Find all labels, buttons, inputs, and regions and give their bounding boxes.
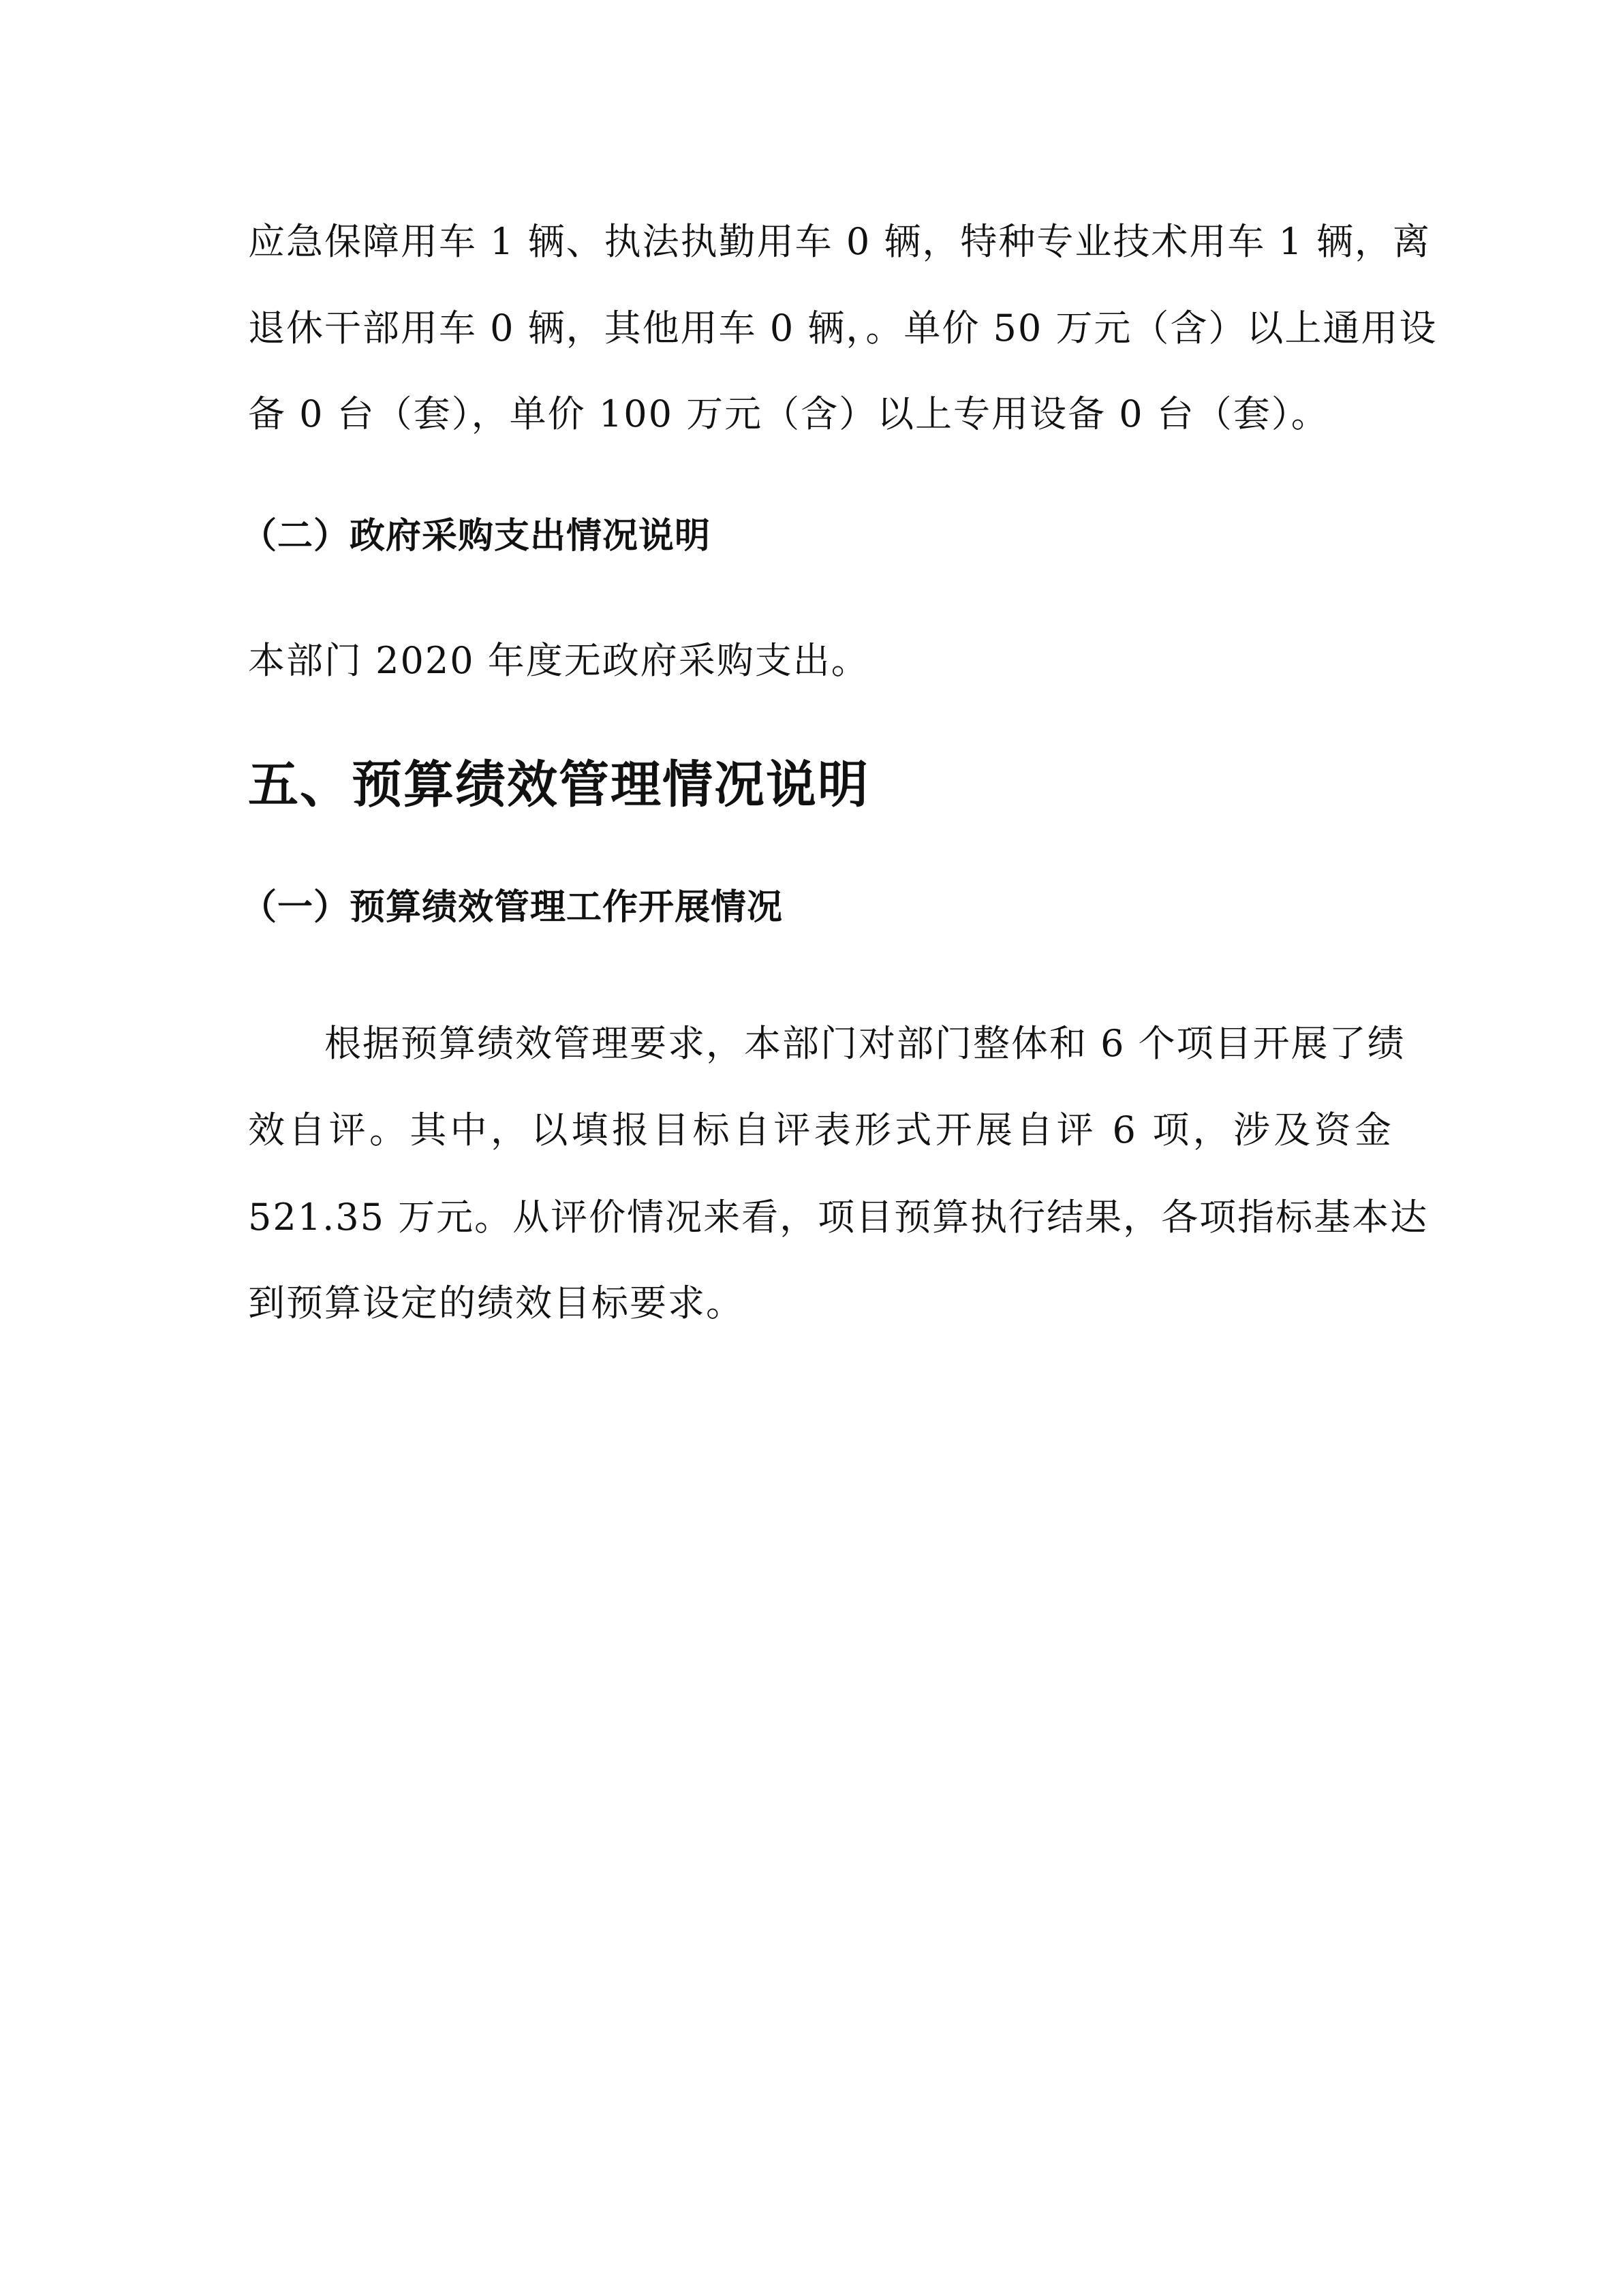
- performance-paragraph-line-1: 根据预算绩效管理要求，本部门对部门整体和 6 个项目开展了绩: [324, 1022, 1406, 1065]
- vehicles-paragraph-line-1: 应急保障用车 1 辆、执法执勤用车 0 辆，特种专业技术用车 1 辆，离: [248, 220, 1432, 263]
- procurement-section-text: 本部门 2020 年度无政府采购支出。: [248, 639, 869, 682]
- performance-paragraph-line-2: 效自评。其中，以填报目标自评表形式开展自评 6 项，涉及资金: [248, 1108, 1393, 1151]
- vehicles-paragraph-line-2: 退休干部用车 0 辆，其他用车 0 辆，。单价 50 万元（含）以上通用设: [248, 307, 1438, 350]
- performance-paragraph-line-3: 521.35 万元。从评价情况来看，项目预算执行结果，各项指标基本达: [248, 1196, 1429, 1239]
- section-five-title: 五、预算绩效管理情况说明: [248, 756, 869, 814]
- procurement-section-title: （二）政府采购支出情况说明: [241, 516, 711, 557]
- vehicles-paragraph-line-3: 备 0 台（套），单价 100 万元（含）以上专用设备 0 台（套）。: [248, 392, 1329, 435]
- performance-section-title: （一）预算绩效管理工作开展情况: [241, 887, 784, 928]
- performance-paragraph-line-4: 到预算设定的绩效目标要求。: [248, 1282, 744, 1324]
